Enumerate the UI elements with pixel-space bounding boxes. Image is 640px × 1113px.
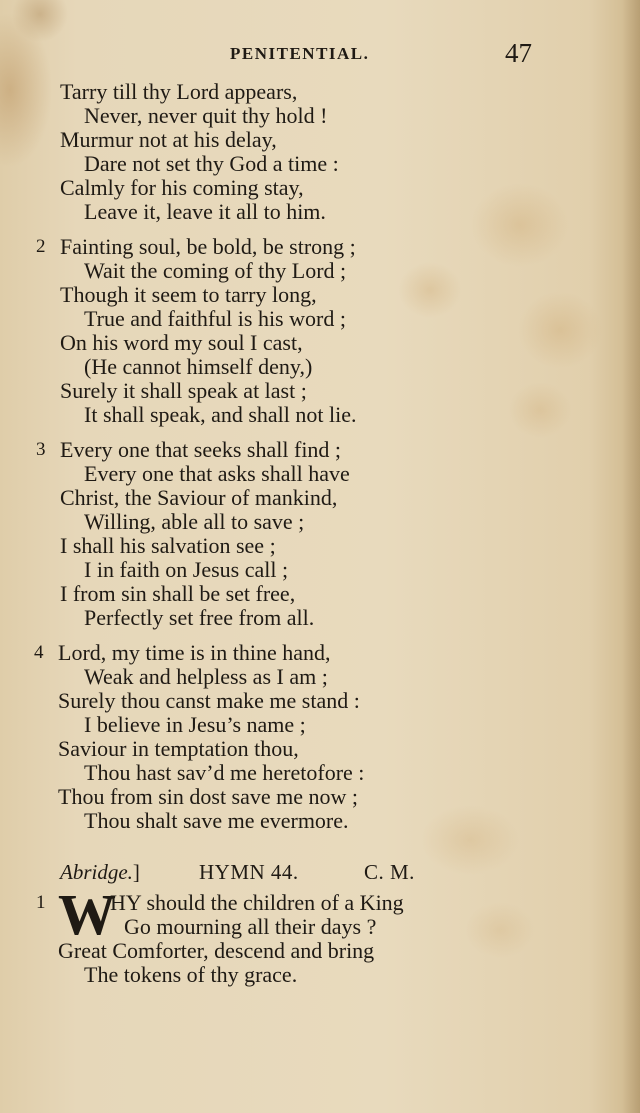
verse-line: I shall his salvation see ; xyxy=(60,533,276,558)
verse-line: I in faith on Jesus call ; xyxy=(84,557,289,582)
verse-line: Though it seem to tarry long, xyxy=(60,282,317,307)
drop-cap: W xyxy=(58,882,116,947)
hymn-source-name: Abridge. xyxy=(60,860,133,884)
page-gutter-shadow xyxy=(622,0,640,1113)
page-header xyxy=(0,38,640,68)
stanza-number: 3 xyxy=(36,439,46,460)
verse-line: Christ, the Saviour of mankind, xyxy=(60,485,338,510)
verse-line: Willing, able all to save ; xyxy=(84,509,305,534)
verse-line: Surely thou canst make me stand : xyxy=(58,688,360,713)
verse-line: Thou shalt save me evermore. xyxy=(84,808,349,833)
verse-line: Fainting soul, be bold, be strong ; xyxy=(60,234,356,259)
verse-line: Thou hast sav’d me heretofore : xyxy=(84,760,365,785)
verse-line: Every one that asks shall have xyxy=(84,461,350,486)
verse-line: Never, never quit thy hold ! xyxy=(84,103,328,128)
verse-line: True and faithful is his word ; xyxy=(84,306,346,331)
verse-line: Murmur not at his delay, xyxy=(60,127,277,152)
hymn-source-bracket: ] xyxy=(132,860,140,884)
verse-line: Surely it shall speak at last ; xyxy=(60,378,307,403)
verse-line: Go mourning all their days ? xyxy=(124,914,377,939)
stanza-number: 2 xyxy=(36,236,46,257)
verse-line: Saviour in temptation thou, xyxy=(58,736,299,761)
verse-line: Great Comforter, descend and bring xyxy=(58,938,375,963)
page-number: 47 xyxy=(505,38,532,68)
verse-line: Wait the coming of thy Lord ; xyxy=(84,258,347,283)
verse-line: Every one that seeks shall find ; xyxy=(60,437,342,462)
verse-line: Tarry till thy Lord appears, xyxy=(60,79,298,104)
verse-line: It shall speak, and shall not lie. xyxy=(84,402,357,427)
stanza-number: 1 xyxy=(36,892,46,913)
verse-line: The tokens of thy grace. xyxy=(84,962,298,987)
verse-line: HY should the children of a King xyxy=(110,890,404,915)
verse-line: Leave it, leave it all to him. xyxy=(84,199,326,224)
verse-line: Thou from sin dost save me now ; xyxy=(58,784,359,809)
running-head: PENITENTIAL. xyxy=(230,44,370,63)
verse-line: I believe in Jesu’s name ; xyxy=(84,712,306,737)
verse-line: Dare not set thy God a time : xyxy=(84,151,339,176)
hymn-meter: C. M. xyxy=(364,860,415,884)
verse-line: Perfectly set free from all. xyxy=(84,605,315,630)
verse-line: Calmly for his coming stay, xyxy=(60,175,304,200)
verse-line: Weak and helpless as I am ; xyxy=(84,664,328,689)
verse-line: (He cannot himself deny,) xyxy=(84,354,313,379)
verse-line: I from sin shall be set free, xyxy=(60,581,296,606)
verse-line: On his word my soul I cast, xyxy=(60,330,303,355)
hymn-title: HYMN 44. xyxy=(199,860,299,884)
verse-line: Lord, my time is in thine hand, xyxy=(58,640,331,665)
stanza-number: 4 xyxy=(34,642,44,663)
